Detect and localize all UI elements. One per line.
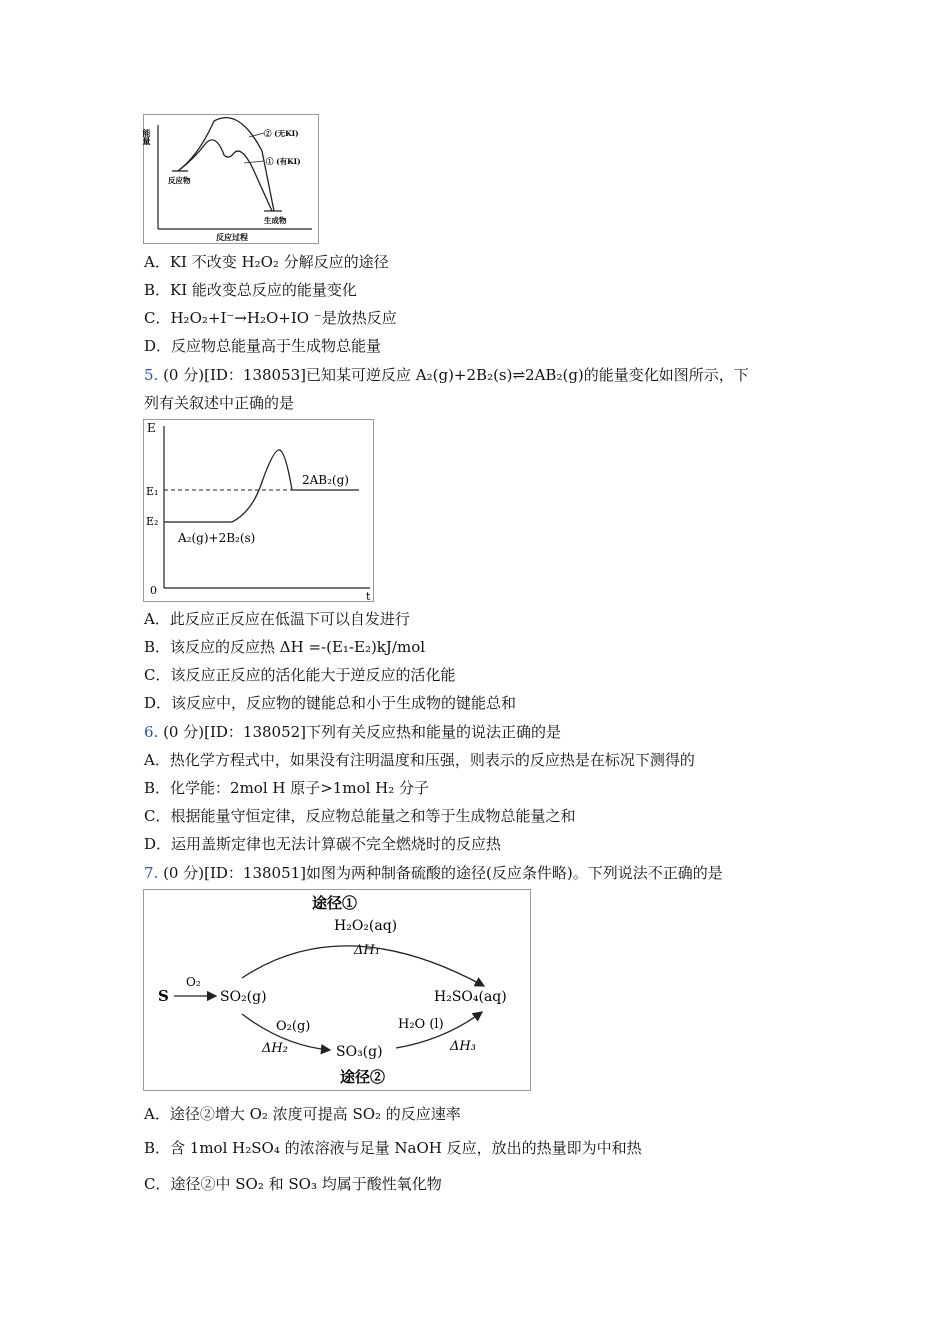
product-label: 2AB₂(g) bbox=[302, 473, 349, 487]
q7-option-c: C．途径②中 SO₂ 和 SO₃ 均属于酸性氧化物 bbox=[144, 1175, 442, 1193]
q6-option-d: D．运用盖斯定律也无法计算碳不完全燃烧时的反应热 bbox=[144, 835, 502, 853]
origin-label: 0 bbox=[150, 584, 157, 597]
ki-energy-figure bbox=[143, 114, 319, 244]
y-axis-label: 能量 bbox=[142, 129, 152, 145]
q5-stem-line2: 列有关叙述中正确的是 bbox=[144, 394, 295, 412]
o2g-label: O₂(g) bbox=[276, 1019, 311, 1034]
y-axis-label: E bbox=[147, 421, 156, 435]
h2so4-label: H₂SO₄(aq) bbox=[434, 989, 507, 1005]
e1-label: E₁ bbox=[146, 485, 159, 498]
reactant-label: A₂(g)+2B₂(s) bbox=[178, 531, 256, 545]
q7-route-diagram bbox=[144, 890, 530, 1090]
curve1-label: ① (有KI) bbox=[266, 157, 301, 166]
so2-label: SO₂(g) bbox=[220, 989, 267, 1005]
dh2-label: ΔH₂ bbox=[262, 1041, 288, 1056]
curve-with-ki bbox=[178, 140, 272, 211]
route1-label: 途径① bbox=[312, 894, 358, 912]
product-label: 生成物 bbox=[264, 216, 287, 225]
dh3-label: ΔH₃ bbox=[450, 1039, 476, 1054]
dh1-label: ΔH₁ bbox=[354, 943, 380, 958]
q4-option-a: A．KI 不改变 H₂O₂ 分解反应的途径 bbox=[144, 253, 389, 271]
q5-energy-diagram bbox=[144, 420, 373, 601]
x-axis-label: t bbox=[366, 590, 371, 603]
ki-energy-diagram bbox=[144, 115, 318, 243]
q6-stem-text: (0 分)[ID：138052]下列有关反应热和能量的说法正确的是 bbox=[158, 723, 562, 741]
q6-number: 6. bbox=[144, 723, 159, 741]
q5-number: 5. bbox=[144, 366, 159, 384]
q5-option-c: C．该反应正反应的活化能大于逆反应的活化能 bbox=[144, 666, 456, 684]
curve-without-ki bbox=[178, 118, 274, 211]
q6-option-c: C．根据能量守恒定律，反应物总能量之和等于生成物总能量之和 bbox=[144, 807, 576, 825]
q7-stem-text: (0 分)[ID：138051]如图为两种制备硫酸的途径(反应条件略)。下列说法不正确的是 bbox=[158, 864, 723, 882]
q7-number: 7. bbox=[144, 864, 159, 882]
q5-option-d: D．该反应中，反应物的键能总和小于生成物的键能总和 bbox=[144, 694, 517, 712]
q5-energy-figure bbox=[143, 419, 374, 602]
so3-label: SO₃(g) bbox=[336, 1044, 383, 1060]
q6-stem bbox=[144, 722, 561, 742]
q5-option-a: A．此反应正反应在低温下可以自发进行 bbox=[144, 610, 410, 628]
q6-option-a: A．热化学方程式中，如果没有注明温度和压强，则表示的反应热是在标况下测得的 bbox=[144, 751, 695, 769]
q5-stem-text: (0 分)[ID：138053]已知某可逆反应 A₂(g)+2B₂(s)⇌2AB₂(g)的能量变化如图所示，下 bbox=[158, 366, 749, 384]
curve2-label: ② (无KI) bbox=[264, 129, 299, 138]
reactant-label: 反应物 bbox=[168, 176, 191, 185]
route2-label: 途径② bbox=[340, 1068, 386, 1086]
h2o2-label: H₂O₂(aq) bbox=[334, 918, 398, 934]
q4-option-c: C．H₂O₂+I⁻→H₂O+IO ⁻是放热反应 bbox=[144, 309, 397, 327]
q4-option-b: B．KI 能改变总反应的能量变化 bbox=[144, 281, 357, 299]
curve1-pointer bbox=[244, 161, 264, 163]
q6-option-b: B．化学能：2mol H 原子>1mol H₂ 分子 bbox=[144, 779, 430, 797]
q7-option-a: A．途径②增大 O₂ 浓度可提高 SO₂ 的反应速率 bbox=[144, 1105, 461, 1123]
o2-label: O₂ bbox=[186, 975, 201, 989]
q7-route-figure bbox=[143, 889, 531, 1091]
q5-stem-line1 bbox=[144, 365, 749, 385]
q7-stem bbox=[144, 863, 723, 883]
x-axis-label: 反应过程 bbox=[216, 232, 248, 242]
q5-option-b: B．该反应的反应热 ΔH =-(E₁-E₂)kJ/mol bbox=[144, 638, 426, 656]
sulfur-label: S bbox=[158, 987, 169, 1005]
h2o-label: H₂O (l) bbox=[398, 1017, 444, 1032]
q7-option-b: B．含 1mol H₂SO₄ 的浓溶液与足量 NaOH 反应，放出的热量即为中和热 bbox=[144, 1139, 642, 1157]
e2-label: E₂ bbox=[146, 515, 159, 528]
q4-option-d: D．反应物总能量高于生成物总能量 bbox=[144, 337, 382, 355]
